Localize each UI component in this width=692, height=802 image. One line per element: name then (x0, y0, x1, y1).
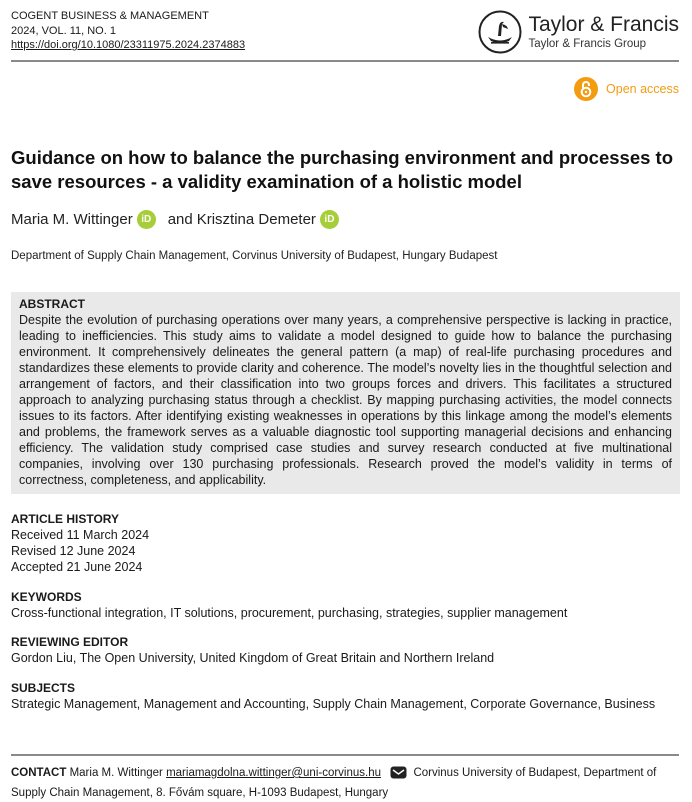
journal-info (11, 9, 245, 53)
open-access-label: Open access (606, 82, 679, 96)
contact-address: Corvinus University of Budapest, Department of Supply Chain Management, 8. Fővám square, H-1093 Budapest, Hungary (11, 767, 657, 799)
journal-name: COGENT BUSINESS & MANAGEMENT (11, 10, 209, 22)
contact-email-link[interactable]: mariamagdolna.wittinger@uni-corvinus.hu (166, 767, 382, 779)
author-conjunction: and (167, 211, 193, 228)
publisher-logo (478, 10, 679, 54)
publisher-name: Taylor & Francis (528, 13, 679, 36)
revised-date: Revised 12 June 2024 (11, 544, 136, 559)
affiliation: Department of Supply Chain Management, Corvinus University of Budapest, Hungary Budapest (11, 250, 498, 262)
taylor-francis-logo-icon (478, 10, 522, 54)
journal-issue: 2024, VOL. 11, NO. 1 (11, 24, 116, 37)
received-date: Received 11 March 2024 (11, 528, 150, 542)
orcid-icon[interactable]: iD (137, 210, 156, 229)
doi-link[interactable]: https://doi.org/10.1080/23311975.2024.2374883 (11, 39, 246, 51)
contact-divider (11, 754, 679, 756)
author-name: Maria M. Wittinger (11, 211, 133, 228)
publisher-group: Taylor & Francis Group (528, 38, 647, 50)
reviewing-editor-text: Gordon Liu, The Open University, United Kingdom of Great Britain and Northern Ireland (11, 651, 495, 665)
open-access-badge[interactable] (574, 77, 679, 101)
contact-name: Maria M. Wittinger (69, 767, 163, 779)
subjects-section (11, 680, 671, 712)
contact-block (11, 765, 679, 801)
author-line (11, 210, 345, 229)
keywords-text: Cross-functional integration, IT solutions, procurement, purchasing, strategies, supplier management (11, 606, 568, 620)
reviewing-editor-heading: REVIEWING EDITOR (11, 635, 129, 649)
abstract-box (11, 292, 680, 494)
keywords-section (11, 589, 671, 621)
abstract-text: Despite the evolution of purchasing operations over many years, a comprehensive perspective is lacking in practice, leading to inefficiencies. This study aims to validate a model designed to guide how to balance the purchasing environment. It comprehensively delineates the general pattern (a map) of real-life purchasing procedures and standardizes these elements to provide clarity and coherence. The model’s novelty lies in the thoughtful selection and arrangement of factors, and their classification into two groups forces and drivers. This facilitates a structured approach to analyzing purchasing status through a checklist. By mapping purchasing activities, the model connects issues to its factors. After identifying existing weaknesses in operations by this linkage among the model’s elements and problems, the framework serves as a valuable diagnostic tool supporting managerial decisions and enhancing efficiency. The validation study comprised case studies and survey research conducted at five multinational companies, involving over 130 purchasing professionals. Research proved the model’s validity in terms of correctness, completeness, and applicability. (19, 313, 672, 487)
article-title: Guidance on how to balance the purchasing environment and processes to save resources - a validity examination of a holistic model (11, 147, 674, 192)
keywords-heading: KEYWORDS (11, 590, 82, 604)
header-divider (11, 60, 679, 62)
reviewing-editor-section (11, 634, 671, 666)
open-lock-icon (574, 77, 598, 101)
mail-icon (390, 766, 407, 785)
accepted-date: Accepted 21 June 2024 (11, 560, 143, 575)
author-name: Krisztina Demeter (196, 211, 316, 228)
abstract-heading: ABSTRACT (19, 297, 85, 311)
article-history-heading: ARTICLE HISTORY (11, 512, 120, 526)
subjects-text: Strategic Management, Management and Accounting, Supply Chain Management, Corporate Governance, Business (11, 697, 656, 711)
orcid-icon[interactable]: iD (320, 210, 339, 229)
article-history (11, 511, 671, 576)
subjects-heading: SUBJECTS (11, 681, 76, 695)
contact-label: CONTACT (11, 767, 67, 779)
